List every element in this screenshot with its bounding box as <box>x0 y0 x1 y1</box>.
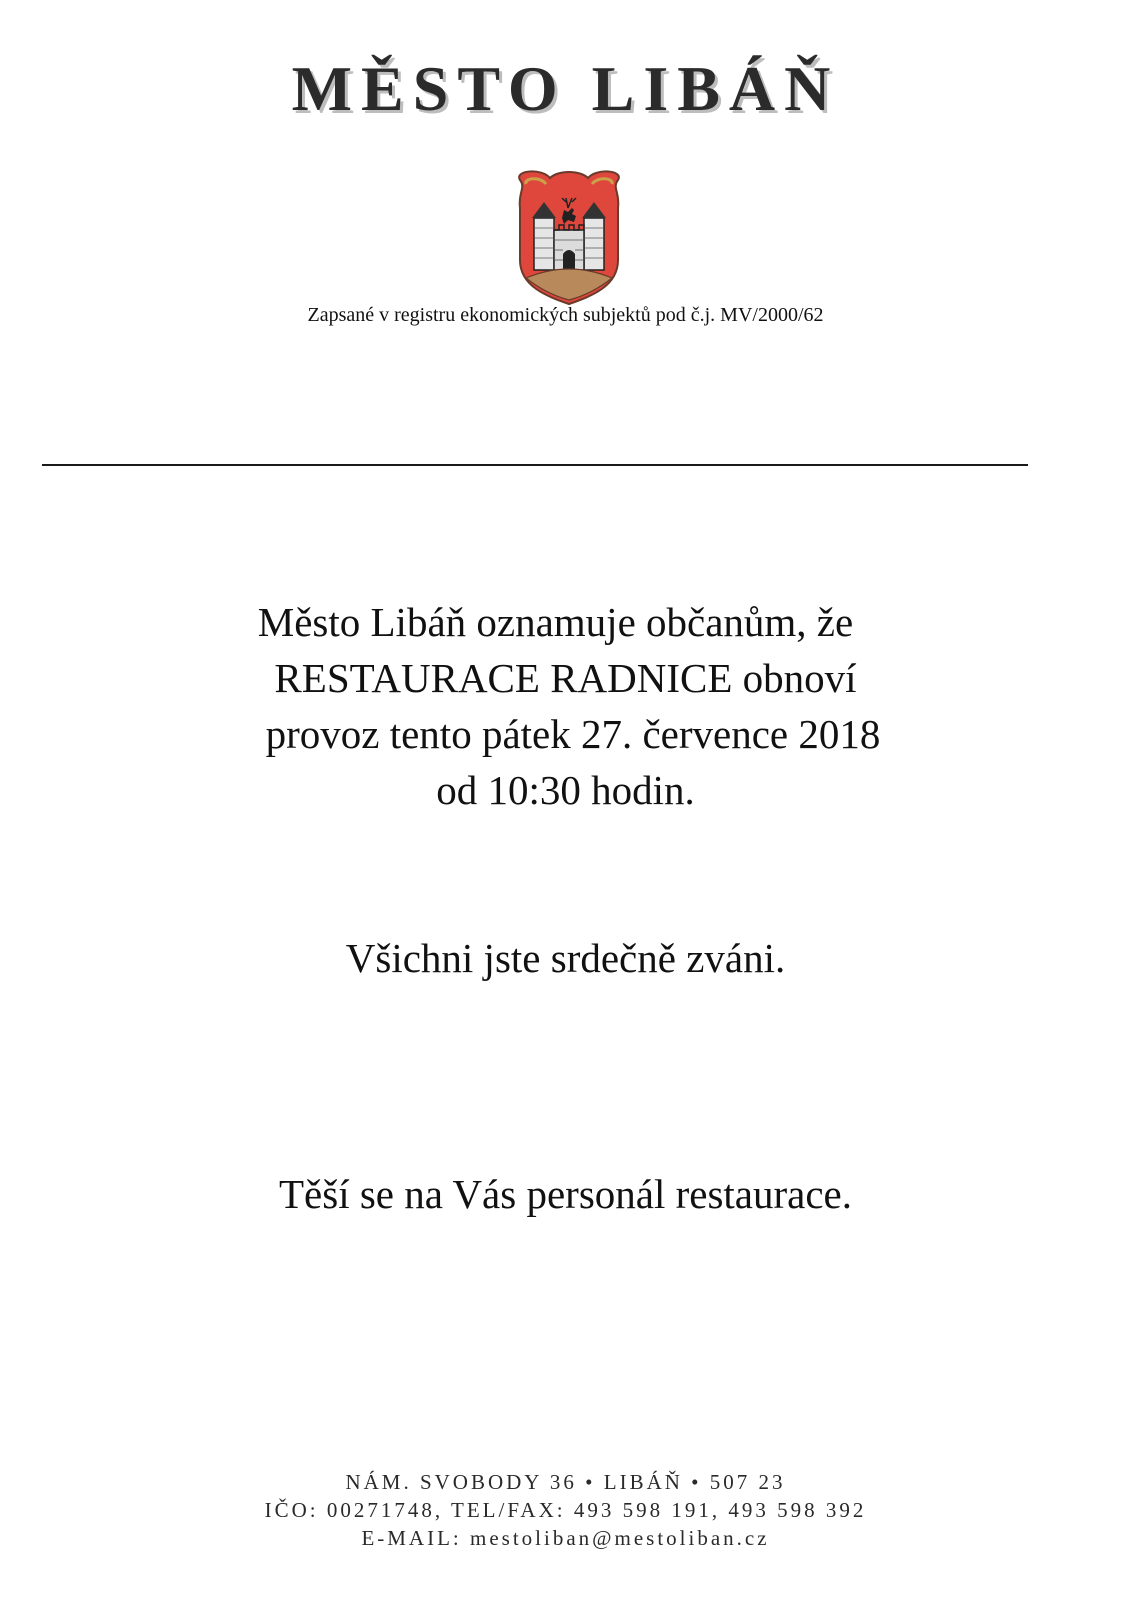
footer-email: E-MAIL: mestoliban@mestoliban.cz <box>361 1526 770 1550</box>
announcement-line-text: od 10:30 hodin. <box>436 767 695 813</box>
announcement-line-text: Město Libáň oznamuje občanům, že <box>257 599 854 645</box>
town-title: MĚSTO LIBÁŇ <box>291 53 840 124</box>
announcement-line-text: RESTAURACE RADNICE obnoví <box>274 655 857 701</box>
coat-of-arms-emblem <box>512 168 626 306</box>
announcement-line <box>0 594 1131 650</box>
registry-note: Zapsané v registru ekonomických subjektů pod č.j. MV/2000/62 <box>307 304 824 326</box>
announcement-line <box>0 650 1131 706</box>
footer-contacts: IČO: 00271748, TEL/FAX: 493 598 191, 493 598 392 <box>264 1498 867 1522</box>
closing-text: Těší se na Vás personál restaurace. <box>279 1171 852 1217</box>
footer-address: NÁM. SVOBODY 36 • LIBÁŇ • 507 23 <box>345 1470 786 1494</box>
announcement-line <box>0 762 1131 818</box>
announcement-line <box>0 706 1131 762</box>
announcement-line-text: provoz tento pátek 27. července 2018 <box>265 711 881 757</box>
footer-contact-block <box>0 1468 1131 1552</box>
invitation-text: Všichni jste srdečně zváni. <box>345 935 786 981</box>
header-divider <box>42 464 1028 466</box>
